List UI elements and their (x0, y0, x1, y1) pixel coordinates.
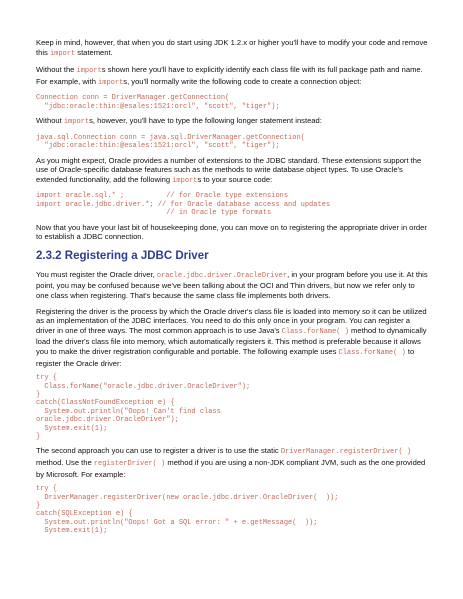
paragraph-without-imports (36, 65, 428, 88)
text: The second approach you can use to register a driver is to use the static (36, 446, 281, 456)
inline-code: import (49, 49, 76, 58)
text: Registering the driver is the process by which the Oracle driver's class file is loaded into memory so it can be utilized as an implementation of the JDBC interfaces. You need to do this only once in your program. You can register a driver in one of three ways. The most common approach is to use Java's (36, 306, 427, 335)
inline-code: import (172, 176, 198, 185)
text: method. Use the (36, 457, 94, 467)
paragraph-oracle-extensions (36, 156, 428, 187)
code-block-connection: Connection conn = DriverManager.getConnection( "jdbc:oracle:thin:@esales:1521:orcl", "scott", "tiger"); (36, 94, 280, 111)
inline-code: import (76, 67, 102, 76)
inline-code: Class.forName( ) (281, 327, 349, 336)
paragraph-housekeeping: Now that you have your last bit of housekeeping done, you can move on to registering the appropriate driver in order to establish a JDBC connection. (36, 222, 427, 242)
text: s shown here you'll have to explicitly identify each class file with its full package path and name. For example, with (36, 65, 423, 86)
paragraph-second-approach (36, 446, 428, 479)
inline-code: Class.forName( ) (338, 348, 406, 357)
text: s to your source code: (197, 174, 273, 184)
code-block-class-forname: try { Class.forName("oracle.jdbc.driver.OracleDriver"); } catch(ClassNotFoundException e) { System.out.println("Oops! Can't find class oracle.jdbc.driver.OracleDriver"); System.exit(1); } (36, 374, 251, 441)
text: statement. (75, 47, 113, 57)
inline-code: registerDriver( ) (93, 459, 166, 468)
paragraph-import-note (36, 38, 428, 59)
inline-code: DriverManager.registerDriver( ) (280, 448, 412, 457)
code-block-full-connection: java.sql.Connection conn = java.sql.DriverManager.getConnection( "jdbc:oracle:thin:@esales:1521:orcl", "scott", "tiger"); (36, 133, 305, 151)
text: Without (36, 116, 64, 126)
paragraph-register-driver (36, 270, 428, 301)
paragraph-longer-statement (36, 116, 428, 128)
text: to register the Oracle driver: (36, 346, 415, 368)
text: Keep in mind, however, that when you do start using JDK 1.2.x or higher you'll have to modify your code and remove this (36, 38, 428, 57)
text: You must register the Oracle driver, (36, 269, 157, 279)
code-block-register-driver: try { DriverManager.registerDriver(new oracle.jdbc.driver.OracleDriver( )); } catch(SQLException e) { System.out.println("Oops! Got a SQL error: " + e.getMessage( )); System.exit(1); (36, 485, 339, 536)
text: Without the (36, 65, 77, 75)
paragraph-registering-process (36, 307, 428, 369)
inline-code: import (98, 78, 124, 87)
text: As you might expect, Oracle provides a number of extensions to the JDBC standard. These extensions support the use of Oracle-specific database features such as the methods to write database object types. To use Oracle's extended functionality, add the following (36, 155, 422, 184)
text: s, you'll normally write the following code to create a connection object: (123, 76, 362, 86)
text: s, however, you'll have to type the following longer statement instead: (89, 116, 322, 126)
text: method if you are using a non-JDK compliant JVM, such as the one provided by Microsoft. For example: (36, 457, 426, 479)
text: method to dynamically load the driver's class file into memory, which automatically registers it. This method is preferable because it allows you to make the driver registration configurable and portable. The following example uses (36, 325, 427, 356)
code-block-imports: import oracle.sql.* ; // for Oracle type extensions import oracle.jdbc.driver.*; // for Oracle database access and updates // in Oracle type formats (36, 192, 331, 218)
section-heading: 2.3.2 Registering a JDBC Driver (36, 249, 209, 262)
inline-code: oracle.jdbc.driver.OracleDriver (156, 271, 288, 280)
text: , in your program before you use it. At this point, you may be confused because we've been talking about the OCI and Thin drivers, but now we refer only to one class when registering. That's because the same class file implements both drivers. (36, 269, 428, 300)
inline-code: import (63, 118, 90, 127)
document-page (36, 38, 428, 541)
